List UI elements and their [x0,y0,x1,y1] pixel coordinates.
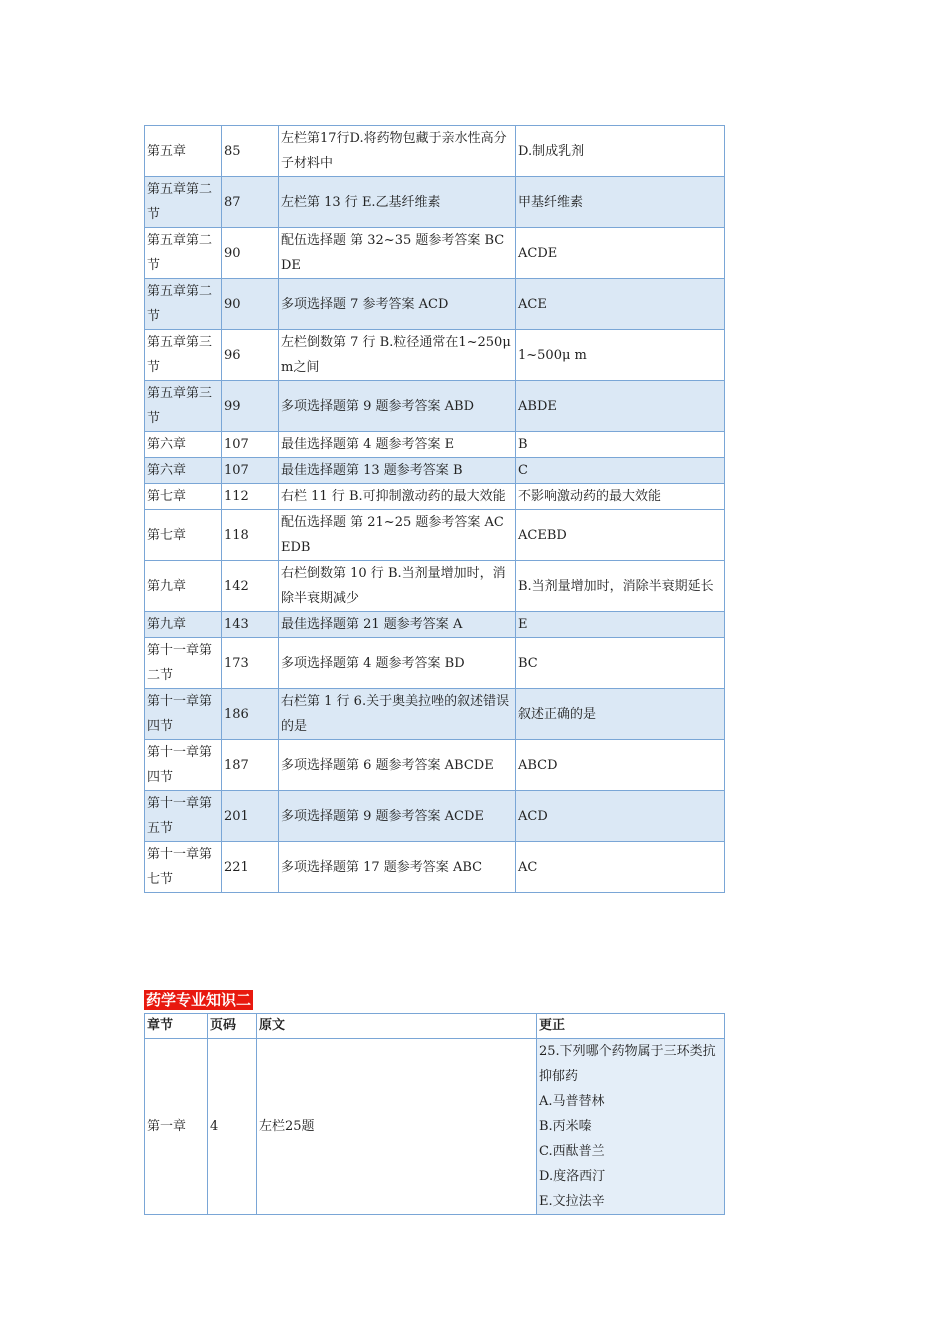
original-cell: 多项选择题第 9 题参考答案 ABD [279,381,516,432]
chapter-cell: 第九章 [145,561,222,612]
chapter-cell: 第十一章第七节 [145,842,222,893]
page-cell: 142 [222,561,279,612]
chapter-cell: 第六章 [145,432,222,458]
correction-cell: ACD [516,791,725,842]
errata-table-2 [144,1013,725,1215]
page-cell: 96 [222,330,279,381]
page-cell: 90 [222,228,279,279]
page-cell: 85 [222,126,279,177]
table-row [145,458,725,484]
original-cell: 最佳选择题第 13 题参考答案 B [279,458,516,484]
original-cell: 右栏倒数第 10 行 B.当剂量增加时，消除半衰期减少 [279,561,516,612]
chapter-cell: 第十一章第四节 [145,740,222,791]
table-row [145,612,725,638]
errata-table-1 [144,125,725,893]
original-cell: 多项选择题第 9 题参考答案 ACDE [279,791,516,842]
correction-cell: B.当剂量增加时，消除半衰期延长 [516,561,725,612]
correction-cell: 1~500μ m [516,330,725,381]
table-row [145,638,725,689]
original-cell: 配伍选择题 第 21~25 题参考答案 ACEDB [279,510,516,561]
correction-line: A.马普替林 [539,1094,605,1109]
page-cell: 87 [222,177,279,228]
page-cell: 99 [222,381,279,432]
header-correction: 更正 [537,1014,725,1039]
original-cell: 最佳选择题第 4 题参考答案 E [279,432,516,458]
table-row [145,177,725,228]
table-row [145,381,725,432]
chapter-cell: 第五章第二节 [145,177,222,228]
chapter-cell: 第十一章第五节 [145,791,222,842]
chapter-cell: 第一章 [145,1039,208,1215]
section-title: 药学专业知识二 [146,991,252,1009]
table-row [145,228,725,279]
page-cell: 118 [222,510,279,561]
page-cell: 186 [222,689,279,740]
table-row [145,432,725,458]
correction-cell: E [516,612,725,638]
correction-line: 25.下列哪个药物属于三环类抗抑郁药 [539,1044,716,1084]
page-cell: 90 [222,279,279,330]
original-cell: 右栏第 1 行 6.关于奥美拉唑的叙述错误的是 [279,689,516,740]
correction-cell: 甲基纤维素 [516,177,725,228]
correction-cell: 不影响激动药的最大效能 [516,484,725,510]
page-cell: 143 [222,612,279,638]
chapter-cell: 第七章 [145,484,222,510]
correction-cell: ACE [516,279,725,330]
original-cell: 配伍选择题 第 32~35 题参考答案 BCDE [279,228,516,279]
original-cell: 最佳选择题第 21 题参考答案 A [279,612,516,638]
page-cell: 221 [222,842,279,893]
header-row [145,1014,725,1039]
correction-cell: AC [516,842,725,893]
original-cell: 左栏倒数第 7 行 B.粒径通常在1~250μ m之间 [279,330,516,381]
page-cell: 201 [222,791,279,842]
chapter-cell: 第六章 [145,458,222,484]
correction-line: D.度洛西汀 [539,1169,606,1184]
original-cell: 左栏25题 [257,1039,537,1215]
original-cell: 多项选择题 7 参考答案 ACD [279,279,516,330]
header-page: 页码 [208,1014,257,1039]
chapter-cell: 第五章第二节 [145,279,222,330]
table-row [145,330,725,381]
chapter-cell: 第十一章第二节 [145,638,222,689]
original-cell: 右栏 11 行 B.可抑制激动药的最大效能 [279,484,516,510]
original-cell: 多项选择题第 6 题参考答案 ABCDE [279,740,516,791]
correction-line: E.文拉法辛 [539,1194,605,1209]
table-row [145,842,725,893]
header-chapter: 章节 [145,1014,208,1039]
header-original: 原文 [257,1014,537,1039]
page-cell: 173 [222,638,279,689]
original-cell: 左栏第 13 行 E.乙基纤维素 [279,177,516,228]
table-row [145,1039,725,1215]
table-row [145,279,725,330]
chapter-cell: 第十一章第四节 [145,689,222,740]
table-row [145,561,725,612]
original-cell: 多项选择题第 4 题参考答案 BD [279,638,516,689]
page-cell: 4 [208,1039,257,1215]
chapter-cell: 第五章 [145,126,222,177]
original-cell: 多项选择题第 17 题参考答案 ABC [279,842,516,893]
chapter-cell: 第九章 [145,612,222,638]
correction-cell: BC [516,638,725,689]
chapter-cell: 第五章第三节 [145,381,222,432]
correction-cell [537,1039,725,1215]
table-row [145,791,725,842]
table-row [145,740,725,791]
correction-line: C.西酞普兰 [539,1144,605,1159]
correction-cell: ABDE [516,381,725,432]
correction-cell: ACDE [516,228,725,279]
original-cell: 左栏第17行D.将药物包藏于亲水性高分子材料中 [279,126,516,177]
correction-cell: ACEBD [516,510,725,561]
table-row [145,126,725,177]
page-cell: 107 [222,432,279,458]
table-row [145,484,725,510]
correction-cell: C [516,458,725,484]
chapter-cell: 第七章 [145,510,222,561]
chapter-cell: 第五章第二节 [145,228,222,279]
page-cell: 187 [222,740,279,791]
correction-cell: 叙述正确的是 [516,689,725,740]
page-cell: 112 [222,484,279,510]
page-cell: 107 [222,458,279,484]
correction-cell: ABCD [516,740,725,791]
table-row [145,689,725,740]
correction-cell: B [516,432,725,458]
correction-line: B.丙米嗪 [539,1119,592,1134]
table-row [145,510,725,561]
chapter-cell: 第五章第三节 [145,330,222,381]
correction-cell: D.制成乳剂 [516,126,725,177]
